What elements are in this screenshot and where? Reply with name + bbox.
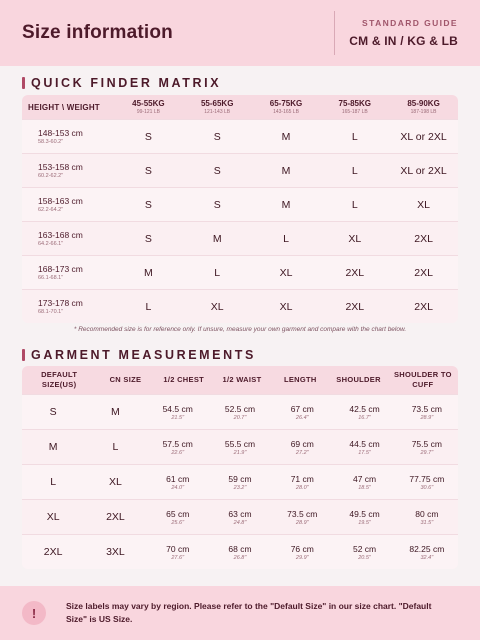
us-size: XL	[46, 511, 60, 523]
column-header: CN SIZE	[109, 375, 142, 384]
height-label	[22, 128, 114, 145]
quick-finder-header-row	[22, 95, 458, 119]
height-in: 64.2-66.1"	[38, 241, 64, 247]
recommended-size-cell: XL or 2XL	[400, 130, 447, 143]
quick-finder-title	[22, 76, 221, 90]
quick-finder-row	[22, 187, 458, 221]
cn-size: 2XL	[106, 511, 125, 523]
height-cm: 163-168 cm	[38, 230, 83, 240]
section-accent-bar	[22, 77, 25, 89]
garment-row	[22, 499, 458, 534]
cuff-cell	[396, 509, 458, 526]
recommended-size-cell: M	[281, 130, 291, 143]
us-size-cell	[22, 511, 84, 523]
chest-in: 22.6"	[171, 449, 185, 456]
recommended-size-cell: XL	[417, 198, 430, 211]
recommended-size-cell: 2XL	[414, 266, 433, 279]
shoulder-in: 18.5"	[358, 484, 371, 491]
length-cm: 71 cm	[290, 473, 314, 484]
quick-finder-title-text: QUICK FINDER MATRIX	[31, 76, 222, 90]
length-cell	[271, 439, 333, 456]
weight-column-header: 75-85KG 165-187 LB	[338, 99, 372, 115]
recommended-size-cell: S	[213, 130, 221, 143]
weight-column-header: 45-55KG 99-121 LB	[132, 99, 165, 115]
weight-column-header: 85-90KG 187-198 LB	[407, 99, 440, 115]
quick-finder-row	[22, 153, 458, 187]
chest-cm: 61 cm	[166, 473, 190, 484]
column-header: SHOULDER TO CUFF	[393, 370, 452, 389]
cuff-cell	[396, 439, 458, 456]
cn-size-cell	[84, 546, 146, 558]
shoulder-cell	[333, 544, 395, 561]
standard-guide	[334, 11, 458, 55]
page-title: Size information	[22, 22, 173, 43]
weight-column-header: 65-75KG 143-165 LB	[269, 99, 303, 115]
height-in: 66.1-68.1"	[38, 275, 64, 281]
cuff-cm: 77.75 cm	[409, 473, 445, 484]
recommended-size-cell: S	[144, 130, 152, 143]
shoulder-cell	[333, 439, 395, 456]
recommended-size-cell: XL	[348, 232, 362, 245]
column-header: DEFAULT SIZE(US)	[41, 370, 78, 389]
cn-size-cell	[84, 406, 146, 418]
length-cm: 73.5 cm	[287, 508, 318, 519]
recommended-size-cell: XL	[279, 300, 293, 313]
recommended-size-cell: L	[351, 130, 358, 143]
height-label	[22, 298, 114, 315]
garment-header-row	[22, 366, 458, 394]
cuff-cm: 73.5 cm	[411, 403, 442, 414]
recommended-size-cell: 2XL	[414, 232, 433, 245]
height-label	[22, 264, 114, 281]
us-size-cell	[22, 441, 84, 453]
us-size: L	[50, 476, 57, 488]
waist-cell	[209, 474, 271, 491]
shoulder-cm: 49.5 cm	[349, 508, 380, 519]
height-cm: 148-153 cm	[38, 128, 83, 138]
cuff-in: 29.7"	[420, 449, 434, 456]
recommended-size-cell: XL	[279, 266, 293, 279]
us-size: S	[49, 406, 57, 418]
column-header: LENGTH	[283, 375, 317, 384]
cn-size: L	[112, 441, 119, 453]
height-cm: 153-158 cm	[38, 162, 83, 172]
quick-finder-row	[22, 255, 458, 289]
cuff-cm: 80 cm	[415, 508, 439, 519]
recommended-size-cell: L	[283, 232, 289, 245]
length-cell	[271, 544, 333, 561]
corner-label: HEIGHT \ WEIGHT	[28, 102, 100, 112]
us-size: 2XL	[43, 546, 63, 558]
notice-text: Size labels may vary by region. Please refer to the "Default Size" in our size chart. "Default Size" is US Size.	[66, 601, 432, 624]
waist-cm: 55.5 cm	[224, 438, 256, 449]
shoulder-in: 19.5"	[358, 519, 371, 526]
cuff-in: 30.6"	[420, 484, 434, 491]
recommended-size-cell: M	[281, 198, 291, 211]
garment-row	[22, 534, 458, 569]
recommended-size-cell: L	[145, 300, 152, 313]
recommended-size-cell: M	[281, 164, 291, 177]
length-cm: 69 cm	[290, 438, 314, 449]
recommended-size-cell: M	[144, 266, 153, 279]
recommended-size-cell: L	[214, 266, 221, 279]
shoulder-cm: 52 cm	[352, 543, 377, 554]
garment-title-text: GARMENT MEASUREMENTS	[31, 348, 256, 362]
garment-row	[22, 429, 458, 464]
weight-column-header: 55-65KG 121-143 LB	[200, 99, 234, 115]
waist-cell	[209, 439, 271, 456]
waist-in: 21.9"	[233, 449, 247, 456]
recommended-size-cell: S	[144, 198, 152, 211]
length-in: 29.9"	[295, 554, 309, 561]
section-accent-bar	[22, 349, 25, 361]
recommended-size-cell: S	[144, 232, 152, 245]
quick-finder-table	[22, 95, 458, 323]
waist-cell	[209, 404, 271, 421]
shoulder-cell	[333, 404, 395, 421]
shoulder-cm: 44.5 cm	[349, 438, 380, 449]
chest-cell	[147, 509, 209, 526]
recommended-size-cell: S	[213, 164, 221, 177]
recommended-size-cell: S	[144, 164, 152, 177]
column-header: 1/2 CHEST	[163, 375, 205, 384]
height-label	[22, 230, 114, 247]
chest-cell	[147, 544, 209, 561]
chest-cell	[147, 404, 209, 421]
length-cell	[271, 404, 333, 421]
height-label	[22, 196, 114, 213]
waist-cell	[209, 509, 271, 526]
column-header: SHOULDER	[336, 375, 381, 384]
quick-finder-row	[22, 119, 458, 153]
length-in: 26.4"	[295, 414, 309, 421]
waist-in: 26.8"	[233, 554, 247, 561]
guide-units: CM & IN / KG & LB	[349, 34, 458, 48]
chest-in: 21.5"	[171, 414, 185, 421]
chest-cm: 54.5 cm	[162, 403, 193, 414]
length-in: 27.2"	[295, 449, 309, 456]
cn-size-cell	[84, 441, 146, 453]
reference-note: * Recommended size is for reference only. If unsure, measure your own garment and compare with the chart below.	[73, 326, 407, 333]
garment-table	[22, 366, 458, 569]
us-size-cell	[22, 406, 84, 418]
chest-cell	[147, 474, 209, 491]
shoulder-cm: 42.5 cm	[349, 403, 380, 414]
shoulder-cell	[333, 509, 395, 526]
waist-cm: 63 cm	[228, 508, 252, 519]
us-size-cell	[22, 546, 84, 558]
page-header	[0, 0, 480, 66]
cuff-in: 31.5"	[420, 519, 434, 526]
cuff-in: 28.9"	[420, 414, 434, 421]
length-in: 28.0"	[295, 484, 309, 491]
waist-cell	[209, 544, 271, 561]
waist-in: 20.7"	[233, 414, 247, 421]
cuff-cell	[396, 544, 458, 561]
recommended-size-cell: 2XL	[414, 300, 433, 313]
cuff-cell	[396, 404, 458, 421]
garment-body	[22, 394, 458, 569]
recommended-size-cell: XL	[210, 300, 224, 313]
height-in: 68.1-70.1"	[38, 309, 64, 315]
region-notice	[0, 586, 480, 640]
chest-cell	[147, 439, 209, 456]
cuff-cm: 82.25 cm	[409, 543, 445, 554]
height-label	[22, 162, 114, 179]
column-header: 1/2 WAIST	[222, 375, 262, 384]
recommended-size-cell: L	[351, 198, 358, 211]
waist-cm: 59 cm	[228, 473, 252, 484]
waist-in: 23.2"	[233, 484, 247, 491]
quick-finder-row	[22, 221, 458, 255]
us-size: M	[48, 441, 58, 453]
recommended-size-cell: S	[213, 198, 221, 211]
chest-cm: 65 cm	[166, 508, 190, 519]
length-in: 28.9"	[295, 519, 309, 526]
quick-finder-body	[22, 119, 458, 323]
chest-cm: 70 cm	[166, 543, 190, 554]
chest-in: 24.0"	[171, 484, 185, 491]
shoulder-cm: 47 cm	[352, 473, 377, 484]
cuff-cm: 75.5 cm	[411, 438, 442, 449]
length-cm: 76 cm	[290, 543, 314, 554]
cuff-in: 32.4"	[420, 554, 434, 561]
cuff-cell	[396, 474, 458, 491]
garment-row	[22, 464, 458, 499]
height-in: 60.2-62.2"	[38, 173, 64, 179]
recommended-size-cell: 2XL	[345, 266, 365, 279]
chest-in: 25.6"	[171, 519, 185, 526]
recommended-size-cell: 2XL	[345, 300, 365, 313]
height-cm: 173-178 cm	[38, 298, 83, 308]
exclamation-icon: !	[22, 601, 46, 625]
cn-size: XL	[109, 476, 122, 488]
cn-size: 3XL	[106, 546, 125, 558]
shoulder-in: 16.7"	[358, 414, 371, 421]
guide-label: STANDARD GUIDE	[362, 18, 458, 28]
chest-cm: 57.5 cm	[162, 438, 193, 449]
garment-row	[22, 394, 458, 429]
waist-in: 24.8"	[233, 519, 247, 526]
height-cm: 168-173 cm	[38, 264, 83, 274]
recommended-size-cell: M	[212, 232, 222, 245]
height-in: 58.3-60.2"	[38, 139, 64, 145]
length-cm: 67 cm	[290, 403, 314, 414]
height-in: 62.2-64.2"	[38, 207, 64, 213]
cn-size-cell	[84, 511, 146, 523]
us-size-cell	[22, 476, 84, 488]
waist-cm: 52.5 cm	[224, 403, 256, 414]
waist-cm: 68 cm	[228, 543, 252, 554]
length-cell	[271, 509, 333, 526]
cn-size: M	[111, 406, 120, 418]
length-cell	[271, 474, 333, 491]
height-cm: 158-163 cm	[38, 196, 83, 206]
quick-finder-row	[22, 289, 458, 323]
cn-size-cell	[84, 476, 146, 488]
recommended-size-cell: L	[351, 164, 358, 177]
shoulder-in: 17.5"	[358, 449, 371, 456]
chest-in: 27.6"	[171, 554, 185, 561]
shoulder-in: 20.5"	[358, 554, 371, 561]
shoulder-cell	[333, 474, 395, 491]
recommended-size-cell: XL or 2XL	[400, 164, 447, 177]
garment-title	[22, 348, 256, 362]
